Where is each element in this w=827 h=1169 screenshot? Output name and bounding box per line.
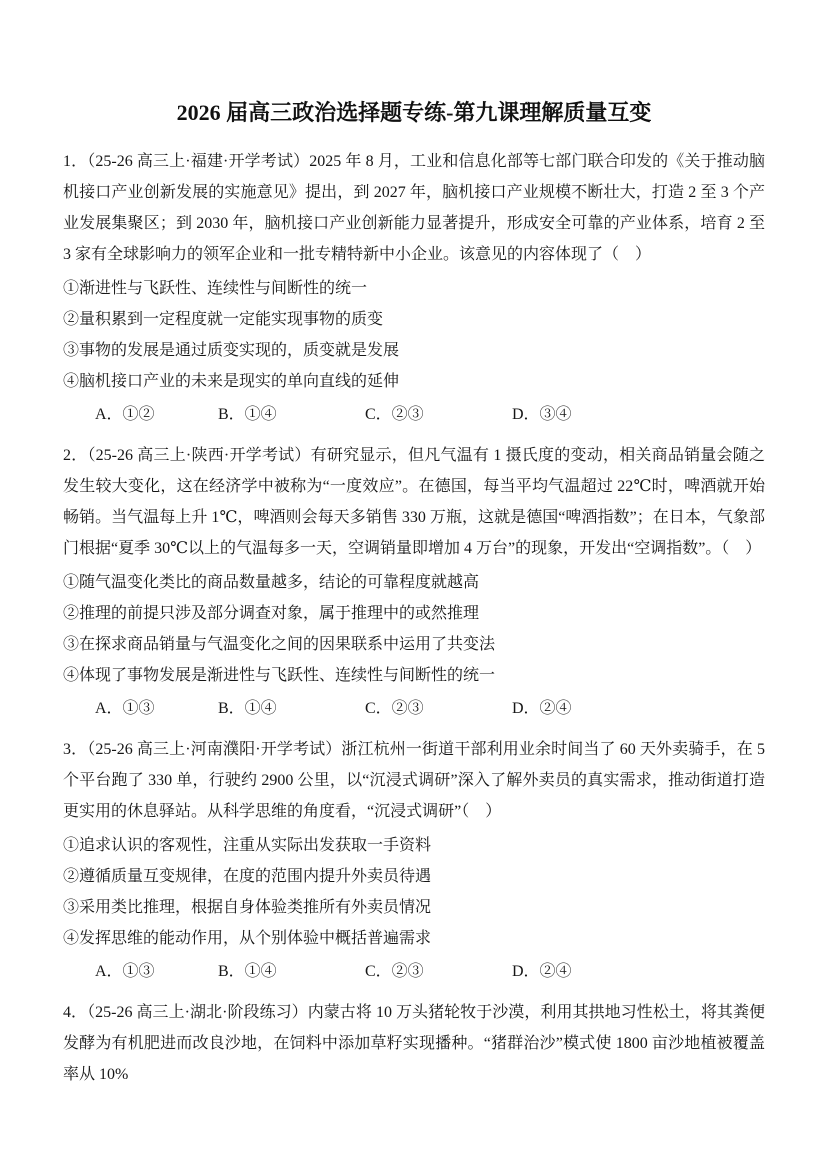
- question-3-option-2: ②遵循质量互变规律，在度的范围内提升外卖员待遇: [63, 868, 432, 885]
- question-2-option-2: ②推理的前提只涉及部分调查对象，属于推理中的或然推理: [63, 605, 480, 622]
- question-4-stem: 4．（25-26 高三上·湖北·阶段练习）内蒙古将 10 万头猪轮牧于沙漠，利用其拱地习性松土，将其粪便发酵为有机肥进而改良沙地，在饲料中添加草籽实现播种。“猪群治沙”模式使 1800 亩沙地植被覆盖率从 10%: [63, 1004, 765, 1083]
- question-2-option-3: ③在探求商品销量与气温变化之间的因果联系中运用了共变法: [63, 636, 496, 653]
- page-title: 2026 届高三政治选择题专练-第九课理解质量互变: [176, 100, 652, 125]
- question-1-options: [63, 273, 765, 397]
- question-1-stem: 1．（25-26 高三上·福建·开学考试）2025 年 8 月，工业和信息化部等七部门联合印发的《关于推动脑机接口产业创新发展的实施意见》提出，到 2027 年，脑机接口产业规模不断壮大，打造 2 至 3 个产业发展集聚区；到 2030 年，脑机接口产业创新能力显著提升，形成安全可靠的产业体系，培育 2 至 3 家有全球影响力的领军企业和一批专精特新中小企业。该意见的内容体现了（ ）: [63, 153, 765, 263]
- question-2: [63, 440, 765, 724]
- question-3: [63, 734, 765, 987]
- question-2-choice-b: B．①④: [218, 700, 277, 717]
- question-3-option-4: ④发挥思维的能动作用，从个别体验中概括普遍需求: [63, 930, 432, 947]
- question-2-choice-a: A．①③: [95, 700, 155, 717]
- question-1-option-3: ③事物的发展是通过质变实现的，质变就是发展: [63, 342, 400, 359]
- question-3-options: [63, 830, 765, 954]
- question-4: [63, 997, 765, 1090]
- question-3-option-3: ③采用类比推理，根据自身体验类推所有外卖员情况: [63, 899, 432, 916]
- question-1-choice-b: B．①④: [218, 406, 277, 423]
- question-1-option-4: ④脑机接口产业的未来是现实的单向直线的延伸: [63, 373, 400, 390]
- question-3-choice-a: A．①③: [95, 963, 155, 980]
- question-2-option-1: ①随气温变化类比的商品数量越多，结论的可靠程度就越高: [63, 574, 480, 591]
- question-3-choice-c: C．②③: [365, 963, 424, 980]
- question-1-choice-d: D．③④: [512, 406, 572, 423]
- question-3-option-1: ①追求认识的客观性，注重从实际出发获取一手资料: [63, 837, 432, 854]
- question-2-stem: 2．（25-26 高三上·陕西·开学考试）有研究显示，但凡气温有 1 摄氏度的变动，相关商品销量会随之发生较大变化，这在经济学中被称为“一度效应”。在德国，每当平均气温超过 22℃时，啤酒就开始畅销。当气温每上升 1℃，啤酒则会每天多销售 330 万瓶，这就是德国“啤酒指数”；在日本，气象部门根据“夏季 30℃以上的气温每多一天，空调销量即增加 4 万台”的现象，开发出“空调指数”。（ ）: [63, 447, 765, 557]
- question-1-option-2: ②量积累到一定程度就一定能实现事物的质变: [63, 311, 384, 328]
- question-1: [63, 146, 765, 430]
- question-2-choice-c: C．②③: [365, 700, 424, 717]
- question-3-choice-b: B．①④: [218, 963, 277, 980]
- question-3-stem: 3．（25-26 高三上·河南濮阳·开学考试）浙江杭州一街道干部利用业余时间当了 60 天外卖骑手，在 5 个平台跑了 330 单，行驶约 2900 公里，以“沉浸式调研”深入了解外卖员的真实需求，推动街道打造更实用的休息驿站。从科学思维的角度看，“沉浸式调研”（ ）: [63, 741, 765, 820]
- question-2-choice-d: D．②④: [512, 700, 572, 717]
- question-3-choice-d: D．②④: [512, 963, 572, 980]
- question-2-choices: [63, 693, 765, 724]
- question-1-choice-c: C．②③: [365, 406, 424, 423]
- question-1-choice-a: A．①②: [95, 406, 155, 423]
- question-1-choices: [63, 399, 765, 430]
- question-1-option-1: ①渐进性与飞跃性、连续性与间断性的统一: [63, 280, 368, 297]
- question-3-choices: [63, 956, 765, 987]
- question-2-option-4: ④体现了事物发展是渐进性与飞跃性、连续性与间断性的统一: [63, 667, 496, 684]
- question-2-options: [63, 567, 765, 691]
